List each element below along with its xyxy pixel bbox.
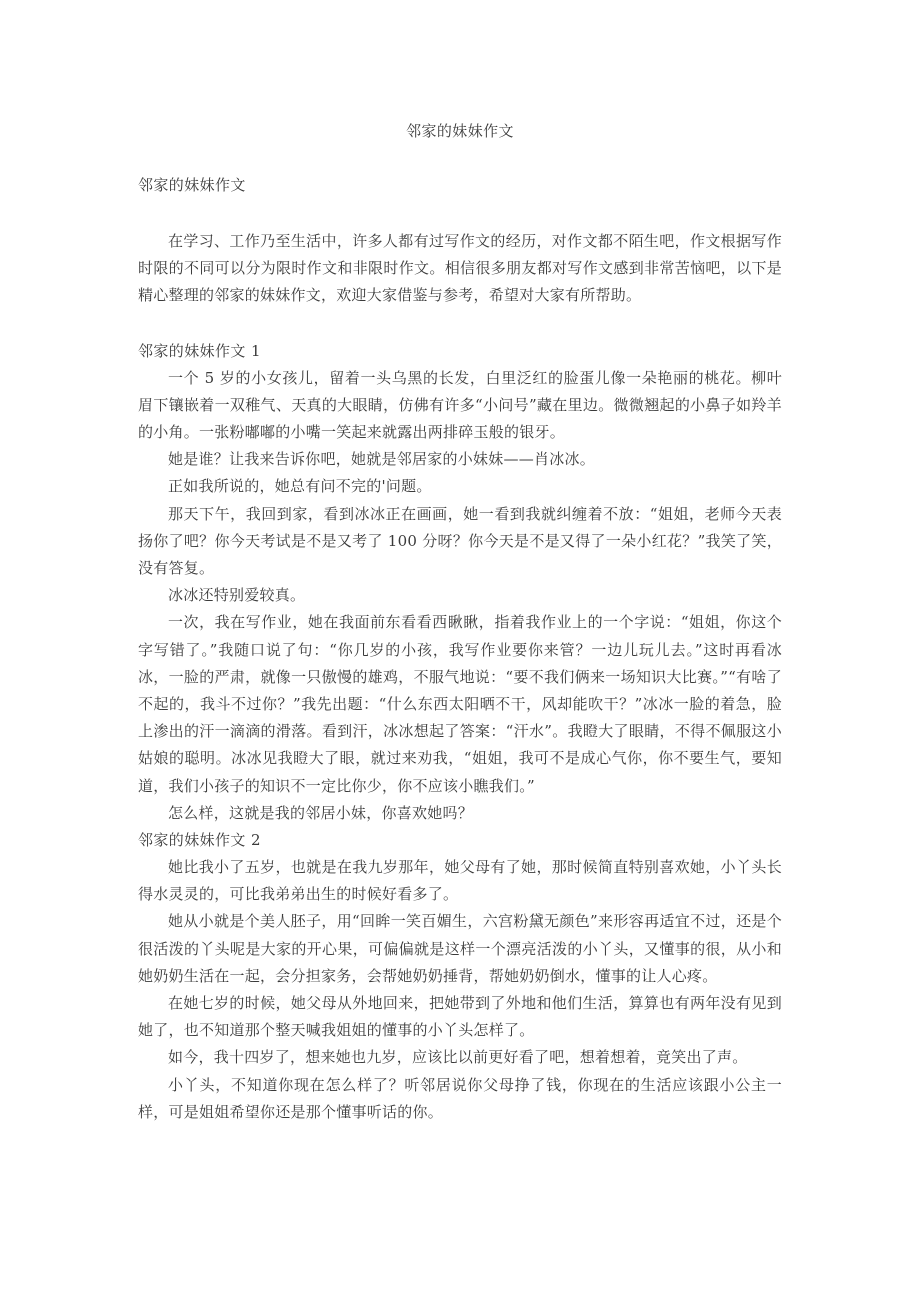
section-1-paragraph-1: 一个 5 岁的小女孩儿，留着一头乌黑的长发，白里泛红的脸蛋儿像一朵艳丽的桃花。柳叶眉下镶嵌着一双稚气、天真的大眼睛，仿佛有许多“小问号”藏在里边。微微翘起的小鼻子如羚羊的小角。一张粉嘟嘟的小嘴一笑起来就露出两排碎玉般的银牙。	[138, 368, 782, 442]
section-1-paragraph-6: 一次，我在写作业，她在我面前东看看西瞅瞅，指着我作业上的一个字说：“姐姐，你这个字写错了。”我随口说了句：“你几岁的小孩，我写作业要你来管？一边儿玩儿去。”这时再看冰冰，一脸的严肃，就像一只傲慢的雄鸡，不服气地说：“要不我们俩来一场知识大比赛。”“有啥了不起的，我斗不过你？”我先出题：“什么东西太阳晒不干，风却能吹干？”冰冰一脸的着急，脸上渗出的汗一滴滴的滑落。看到汗，冰冰想起了答案：“汗水”。我瞪大了眼睛，不得不佩服这小姑娘的聪明。冰冰见我瞪大了眼，就过来劝我，“姐姐，我可不是成心气你，你不要生气，要知道，我们小孩子的知识不一定比你少，你不应该小瞧我们。”	[138, 613, 782, 795]
section-heading-1: 邻家的妹妹作文 1	[138, 341, 261, 360]
page-title: 邻家的妹妹作文	[406, 122, 514, 140]
section-2-paragraph-3: 在她七岁的时候，她父母从外地回来，把她带到了外地和他们生活，算算也有两年没有见到她了，也不知道那个整天喊我姐姐的懂事的小丫头怎样了。	[138, 994, 782, 1040]
section-2-paragraph-4: 如今，我十四岁了，想来她也九岁，应该比以前更好看了吧，想着想着，竟笑出了声。	[168, 1048, 748, 1067]
section-1-paragraph-5: 冰冰还特别爱较真。	[168, 586, 306, 605]
section-2-paragraph-5: 小丫头，不知道你现在怎么样了？听邻居说你父母挣了钱，你现在的生活应该跟小公主一样，可是姐姐希望你还是那个懂事听话的你。	[138, 1075, 782, 1121]
section-heading-2: 邻家的妹妹作文 2	[138, 831, 261, 850]
section-2-paragraph-1: 她比我小了五岁，也就是在我九岁那年，她父母有了她，那时候简直特别喜欢她，小丫头长得水灵灵的，可比我弟弟出生的时候好看多了。	[138, 858, 782, 904]
section-1-paragraph-3: 正如我所说的，她总有问不完的'问题。	[168, 477, 432, 496]
section-2-paragraph-2: 她从小就是个美人胚子，用“回眸一笑百媚生，六宫粉黛无颜色”来形容再适宜不过，还是个很活泼的丫头呢是大家的开心果，可偏偏就是这样一个漂亮活泼的小丫头，又懂事的很，从小和她奶奶生活在一起，会分担家务，会帮她奶奶捶背，帮她奶奶倒水，懂事的让人心疼。	[138, 912, 782, 985]
section-1-paragraph-4: 那天下午，我回到家，看到冰冰正在画画，她一看到我就纠缠着不放：“姐姐，老师今天表扬你了吧？你今天考试是不是又考了 100 分呀？你今天是不是又得了一朵小红花？”我笑了笑，没有答复。	[138, 504, 782, 578]
section-1-paragraph-7: 怎么样，这就是我的邻居小妹，你喜欢她吗？	[168, 803, 474, 822]
section-1-paragraph-2: 她是谁？让我来告诉你吧，她就是邻居家的小妹妹——肖冰冰。	[168, 450, 596, 469]
intro-paragraph: 在学习、工作乃至生活中，许多人都有过写作文的经历，对作文都不陌生吧，作文根据写作时限的不同可以分为限时作文和非限时作文。相信很多朋友都对写作文感到非常苦恼吧，以下是精心整理的邻家的妹妹作文，欢迎大家借鉴与参考，希望对大家有所帮助。	[138, 232, 782, 305]
document-subtitle: 邻家的妹妹作文	[138, 176, 246, 194]
